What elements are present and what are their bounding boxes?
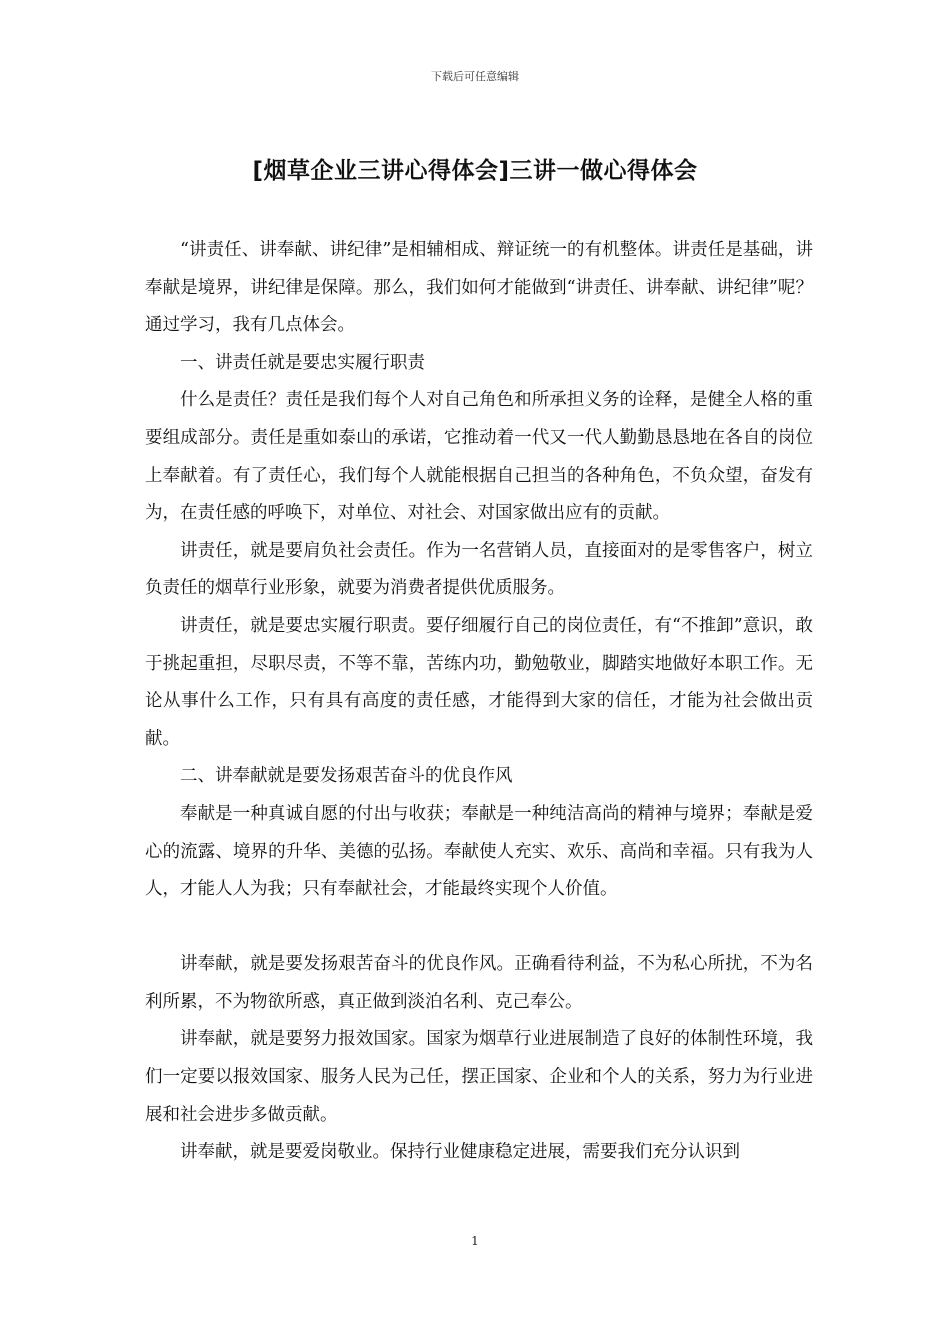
section-heading-dedication: 二、讲奉献就是要发扬艰苦奋斗的优良作风 — [180, 766, 513, 787]
section-heading-responsibility: 一、讲责任就是要忠实履行职责 — [180, 352, 425, 373]
paragraph: 讲责任，就是要忠实履行职责。要仔细履行自己的岗位责任，有“不推卸”意识，敢于挑起重担，尽职尽责，不等不靠，苦练内功，勤勉敬业，脚踏实地做好本职工作。无论从事什么工作，只有具有高度的责任感，才能得到大家的信任，才能为社会做出贡献。 — [145, 615, 813, 749]
body-text — [145, 232, 813, 1172]
paragraph: 讲奉献，就是要爱岗敬业。保持行业健康稳定进展，需要我们充分认识到 — [180, 1142, 740, 1163]
paragraph: 什么是责任？责任是我们每个人对自己角色和所承担义务的诠释，是健全人格的重要组成部分。责任是重如泰山的承诺，它推动着一代又一代人勤勤恳恳地在各自的岗位上奉献着。有了责任心，我们每个人就能根据自己担当的各种角色，不负众望，奋发有为，在责任感的呼唤下，对单位、对社会、对国家做出应有的贡献。 — [145, 390, 813, 524]
paragraph-intro: “讲责任、讲奉献、讲纪律”是相辅相成、辩证统一的有机整体。讲责任是基础，讲奉献是境界，讲纪律是保障。那么，我们如何才能做到“讲责任、讲奉献、讲纪律”呢？通过学习，我有几点体会。 — [145, 240, 813, 336]
paragraph: 讲奉献，就是要发扬艰苦奋斗的优良作风。正确看待利益，不为私心所扰，不为名利所累，不为物欲所惑，真正做到淡泊名利、克己奉公。 — [145, 954, 813, 1012]
page-number: 1 — [471, 1234, 479, 1248]
paragraph: 讲奉献，就是要努力报效国家。国家为烟草行业进展制造了良好的体制性环境，我们一定要以报效国家、服务人民为己任，摆正国家、企业和个人的关系，努力为行业进展和社会进步多做贡献。 — [145, 1029, 813, 1125]
document-title: [烟草企业三讲心得体会]三讲一做心得体会 — [252, 158, 698, 184]
paragraph: 讲责任，就是要肩负社会责任。作为一名营销人员，直接面对的是零售客户，树立负责任的烟草行业形象，就要为消费者提供优质服务。 — [145, 540, 813, 599]
paragraph: 奉献是一种真诚自愿的付出与收获；奉献是一种纯洁高尚的精神与境界；奉献是爱心的流露、境界的升华、美德的弘扬。奉献使人充实、欢乐、高尚和幸福。只有我为人人，才能人人为我；只有奉献社会，才能最终实现个人价值。 — [145, 803, 813, 900]
header-note: 下载后可任意编辑 — [431, 70, 519, 83]
